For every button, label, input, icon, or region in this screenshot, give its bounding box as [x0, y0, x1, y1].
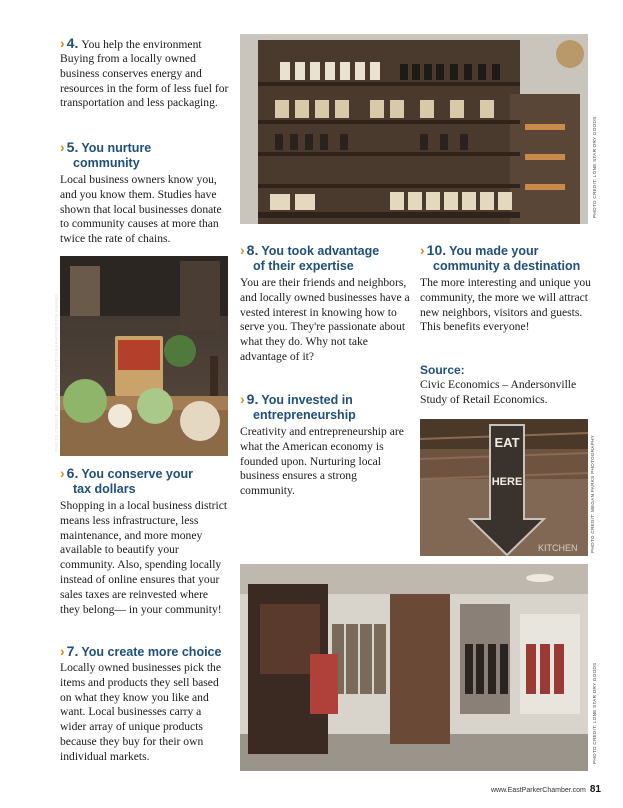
- photo-table-display: [54, 256, 228, 456]
- section-body: Creativity and entrepreneurship are what the American economy is founded upon. Nurturing local business ensures a strong community.: [240, 425, 404, 498]
- shelves-illustration: [240, 34, 588, 224]
- section-8: [240, 243, 412, 365]
- photo-credit: PHOTO CREDIT: MEGAN PARKS PHOTOGRAPHY: [590, 434, 595, 553]
- section-title: You took advantage: [261, 244, 380, 258]
- section-number: 9.: [246, 391, 259, 407]
- section-title: You conserve your: [81, 467, 193, 481]
- chevron-icon: ›: [240, 242, 245, 258]
- section-number: 10.: [426, 242, 447, 258]
- sign-kitchen: KITCHEN: [538, 543, 578, 553]
- page-number: 81: [589, 784, 601, 795]
- chevron-icon: ›: [240, 391, 245, 407]
- sign-illustration: [420, 419, 588, 556]
- section-10: [420, 243, 592, 335]
- sign-line2: HERE: [491, 476, 523, 488]
- section-number: 6.: [66, 465, 79, 481]
- section-body: The more interesting and unique you community, the more we will attract new neighbors, visitors and guests. This benefits everyone!: [420, 276, 591, 334]
- table-display-illustration: [60, 256, 228, 456]
- chevron-icon: ›: [60, 465, 65, 481]
- section-title-cont: entrepreneurship: [253, 408, 356, 422]
- page-footer: [491, 779, 601, 797]
- section-body: Shopping in a local business district means less infrastructure, less maintenance, and more money available to beautify your community. Also, spending locally instead of online ensures that your sales taxes are reinvested where they belong— in your community!: [60, 499, 228, 616]
- section-title: You nurture: [81, 141, 152, 155]
- section-title-cont: community: [73, 156, 140, 170]
- section-body: Local business owners know you, and you know them. Studies have shown that local businesses donate to community causes at more than twice the rate of chains.: [60, 173, 222, 246]
- section-6: [60, 466, 230, 617]
- section-9: [240, 392, 412, 499]
- photo-clothing-store: [240, 564, 597, 771]
- section-number: 4.: [66, 35, 79, 51]
- sign-line1: EAT: [494, 435, 520, 450]
- section-5: [60, 140, 230, 247]
- sign-letter: [494, 435, 519, 450]
- section-body: Locally owned businesses pick the items and products they sell based on what they know you like and want. Local businesses carry a wider array of unique products because they buy for their own individual markets.: [60, 661, 221, 763]
- section-title: You create more choice: [81, 645, 222, 659]
- source-block: [420, 363, 592, 408]
- section-7: [60, 644, 230, 765]
- photo-credit: PHOTO CREDIT: MEGAN PARKS PHOTOGRAPHY/DESTIN AWARD: [54, 294, 59, 452]
- source-label: Source:: [420, 363, 465, 377]
- section-number: 7.: [66, 643, 79, 659]
- section-title: You made your: [449, 244, 539, 258]
- photo-credit: PHOTO CREDIT: LONE STAR DRY GOODS: [592, 662, 597, 764]
- section-number: 8.: [246, 242, 259, 258]
- section-number: 5.: [66, 139, 79, 155]
- source-text: Civic Economics – Andersonville Study of Retail Economics.: [420, 378, 577, 406]
- chevron-icon: ›: [60, 139, 65, 155]
- section-title-cont: tax dollars: [73, 482, 136, 496]
- store-illustration: [240, 564, 588, 771]
- chevron-icon: ›: [60, 643, 65, 659]
- chevron-icon: ›: [420, 242, 425, 258]
- section-title-cont: community a destination: [433, 259, 581, 273]
- section-title: You help the environment: [81, 38, 202, 51]
- photo-eat-here-sign: [420, 419, 595, 556]
- section-body: Buying from a locally owned business conserves energy and resources in the form of less fuel for transportation and less packaging.: [60, 52, 229, 110]
- chevron-icon: ›: [60, 35, 65, 51]
- section-4: [60, 36, 230, 111]
- photo-store-shelves: [240, 34, 597, 224]
- section-title: You invested in: [261, 393, 353, 407]
- section-body: You are their friends and neighbors, and locally owned businesses have a vested interest in knowing how to serve you. They're passionate about what they do. Why not take advantage of it?: [240, 276, 410, 363]
- section-title-cont: of their expertise: [253, 259, 354, 273]
- footer-url[interactable]: www.EastParkerChamber.com: [490, 787, 586, 794]
- photo-credit: PHOTO CREDIT: LONE STAR DRY GOODS: [592, 116, 597, 218]
